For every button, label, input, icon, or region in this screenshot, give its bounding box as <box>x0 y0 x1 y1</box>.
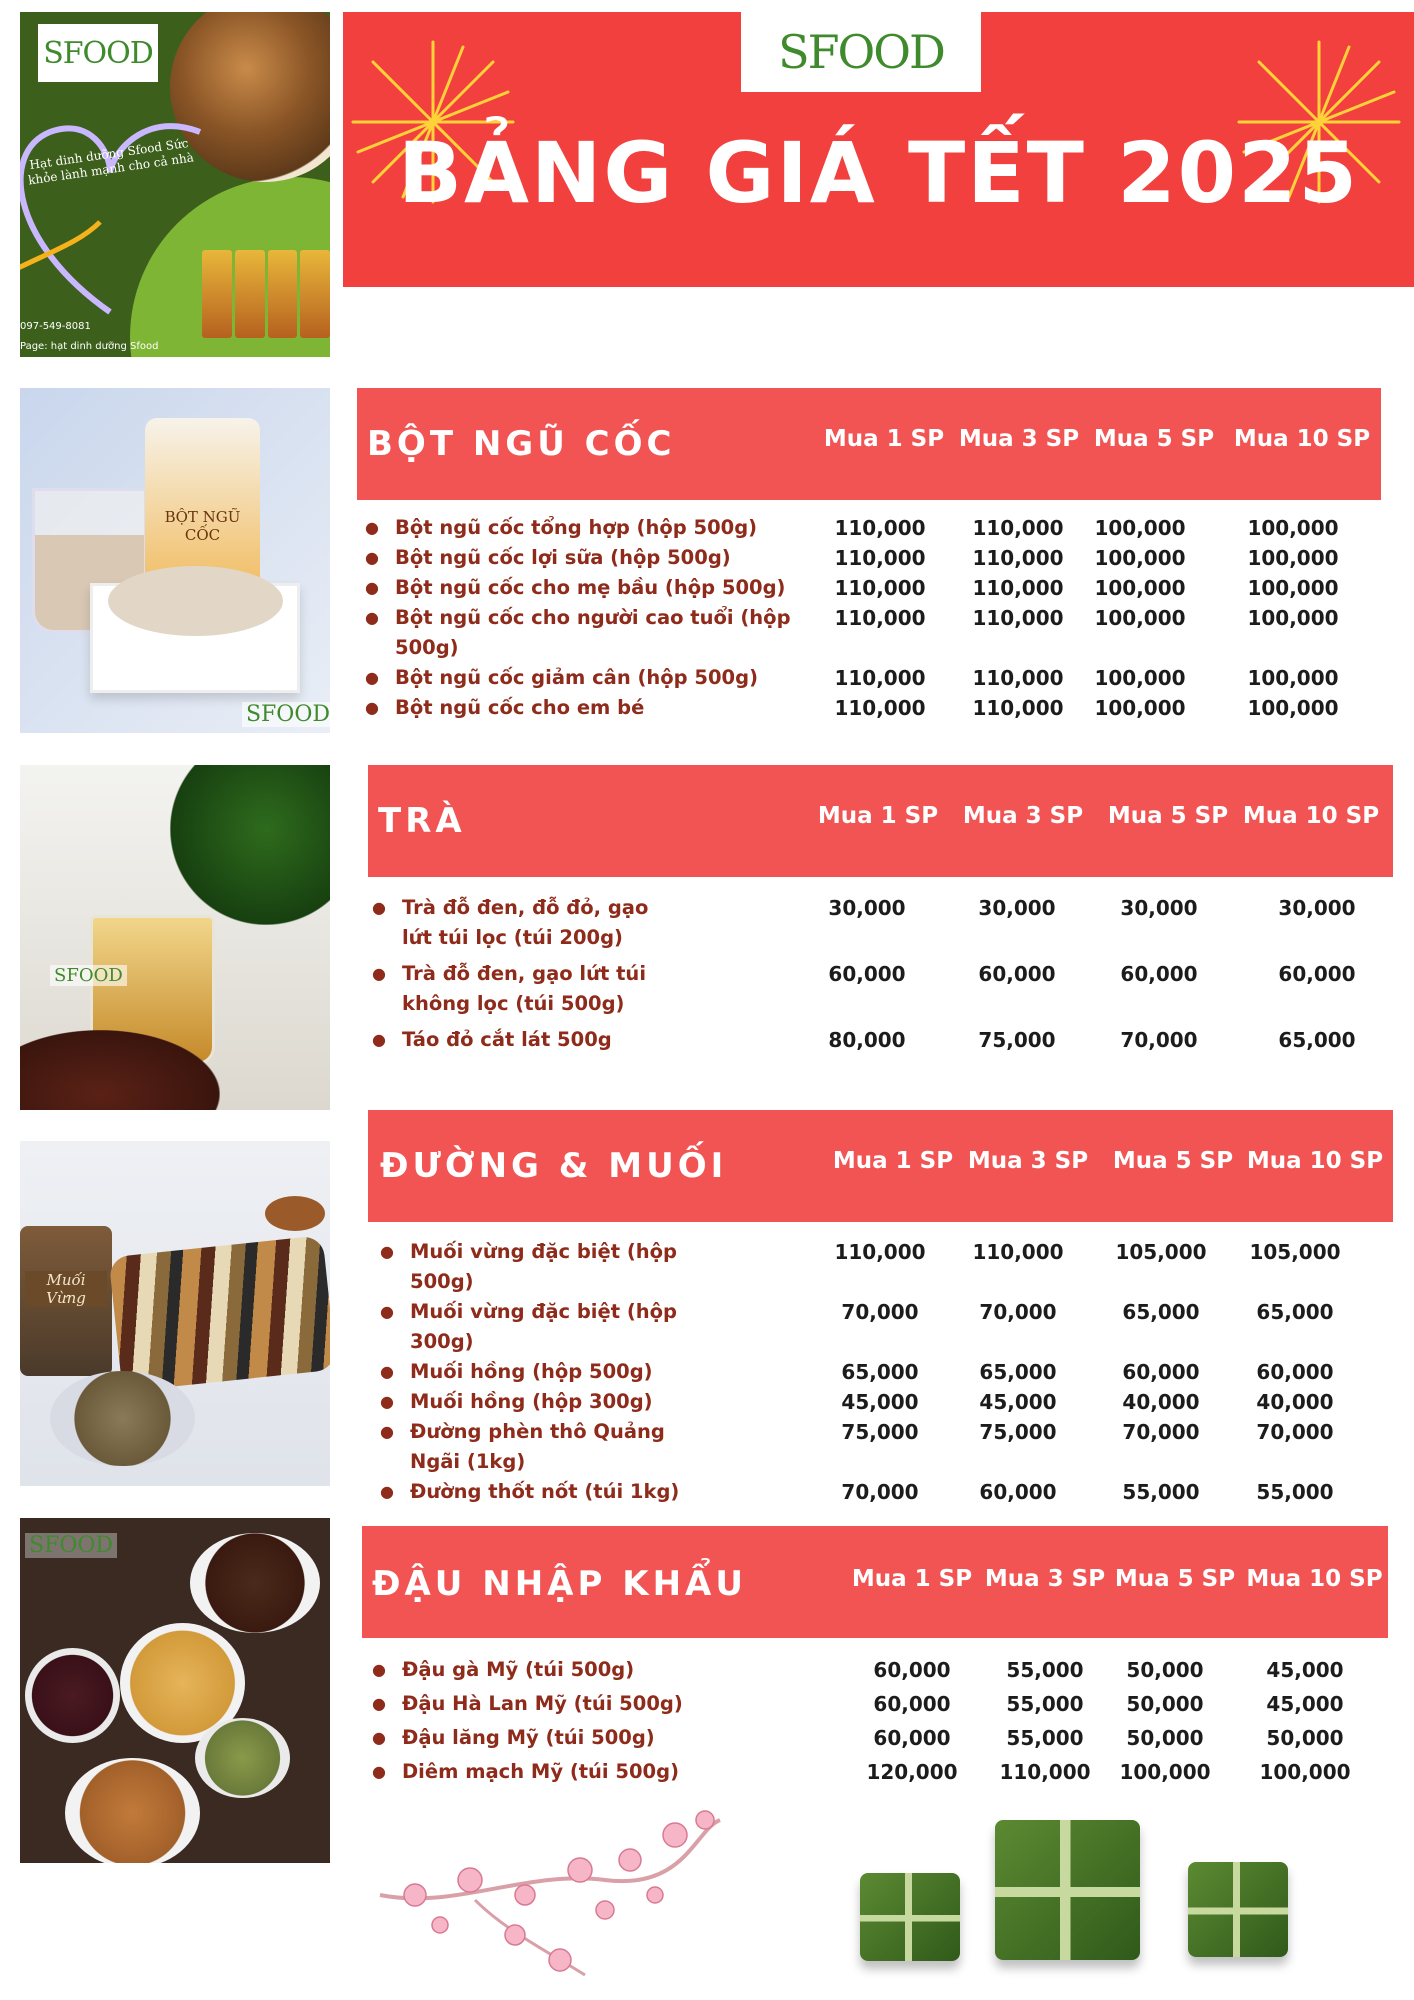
bullet-icon: ● <box>380 1422 394 1441</box>
list-item <box>380 1387 1410 1417</box>
list-item <box>365 663 1405 693</box>
heart-icon <box>20 92 230 322</box>
bullet-icon: ● <box>372 1762 386 1781</box>
item-price: 100,000 <box>1094 666 1186 690</box>
item-price: 60,000 <box>873 1658 951 1682</box>
item-list-duong-muoi <box>380 1237 1410 1507</box>
item-price: 100,000 <box>1094 606 1186 630</box>
item-price: 65,000 <box>1256 1300 1334 1324</box>
item-name: Diêm mạch Mỹ (túi 500g) <box>402 1760 679 1783</box>
item-price: 75,000 <box>979 1420 1057 1444</box>
item-list-bot-ngu-coc <box>365 513 1405 723</box>
promo-photo <box>20 12 330 357</box>
section-header-bot-ngu-coc <box>357 388 1381 500</box>
item-price: 70,000 <box>841 1480 919 1504</box>
col-mua-3: Mua 3 SP <box>958 426 1080 452</box>
item-price: 110,000 <box>999 1760 1091 1784</box>
item-price: 110,000 <box>972 576 1064 600</box>
item-name: Bột ngũ cốc lợi sữa (hộp 500g) <box>395 546 731 569</box>
item-price: 70,000 <box>841 1300 919 1324</box>
col-mua-5: Mua 5 SP <box>1093 426 1215 452</box>
item-price: 110,000 <box>834 576 926 600</box>
list-item <box>372 1655 1407 1685</box>
item-name: Bột ngũ cốc giảm cân (hộp 500g) <box>395 666 758 689</box>
bullet-icon: ● <box>372 1728 386 1747</box>
list-item <box>372 1723 1407 1753</box>
list-item <box>372 1689 1407 1719</box>
title-banner <box>343 12 1414 287</box>
item-name: Muối hồng (hộp 300g) <box>410 1390 653 1413</box>
item-price: 55,000 <box>1256 1480 1334 1504</box>
photo-watermark: SFOOD <box>25 1533 117 1558</box>
item-price: 50,000 <box>1266 1726 1344 1750</box>
item-price: 100,000 <box>1247 696 1339 720</box>
list-item <box>365 603 1405 663</box>
col-mua-5: Mua 5 SP <box>1107 803 1229 829</box>
list-item <box>380 1237 1410 1297</box>
item-price: 70,000 <box>1256 1420 1334 1444</box>
item-price: 100,000 <box>1247 546 1339 570</box>
promo-slogan: Hạt dinh dưỡng Sfood Sức khỏe lành mạnh cho cả nhà <box>27 135 195 188</box>
item-price: 60,000 <box>873 1726 951 1750</box>
col-mua-3: Mua 3 SP <box>984 1566 1106 1592</box>
item-price: 100,000 <box>1259 1760 1351 1784</box>
item-price: 65,000 <box>841 1360 919 1384</box>
item-price: 65,000 <box>979 1360 1057 1384</box>
item-price: 80,000 <box>828 1028 906 1052</box>
wooden-spoon-image <box>265 1196 325 1231</box>
item-price: 60,000 <box>1120 962 1198 986</box>
cherry-blossom-icon <box>375 1800 725 1990</box>
item-price: 110,000 <box>972 606 1064 630</box>
rice-pile-image <box>20 1030 220 1110</box>
item-price: 60,000 <box>979 1480 1057 1504</box>
item-price: 60,000 <box>873 1692 951 1716</box>
section-title: TRÀ <box>378 801 466 841</box>
item-price: 100,000 <box>1247 516 1339 540</box>
promo-page: Page: hạt dinh dưỡng Sfood <box>20 341 159 352</box>
banner-logo: SFOOD <box>741 12 981 92</box>
item-name: Trà đỗ đen, gạo lứt túi không lọc (túi 500g) <box>402 962 646 1015</box>
dates-bowl-image <box>25 1648 120 1743</box>
item-name: Muối vừng đặc biệt (hộp 500g) <box>410 1240 677 1293</box>
item-price: 100,000 <box>1094 546 1186 570</box>
col-mua-5: Mua 5 SP <box>1112 1148 1234 1174</box>
col-mua-10: Mua 10 SP <box>1246 1148 1384 1174</box>
item-price: 105,000 <box>1249 1240 1341 1264</box>
list-item <box>372 1757 1407 1787</box>
banh-chung-image <box>995 1820 1140 1960</box>
item-price: 100,000 <box>1119 1760 1211 1784</box>
item-price: 65,000 <box>1278 1028 1356 1052</box>
banh-chung-image <box>860 1873 960 1961</box>
item-price: 50,000 <box>1126 1692 1204 1716</box>
item-price: 45,000 <box>841 1390 919 1414</box>
photo-watermark: SFOOD <box>242 702 330 727</box>
item-name: Bột ngũ cốc cho em bé <box>395 696 645 719</box>
powder-bowl-image <box>90 583 300 693</box>
item-name: Bột ngũ cốc cho người cao tuổi (hộp 500g) <box>395 606 791 659</box>
photo-watermark: SFOOD <box>50 965 127 986</box>
item-price: 100,000 <box>1247 666 1339 690</box>
bullet-icon: ● <box>380 1362 394 1381</box>
item-name: Đậu Hà Lan Mỹ (túi 500g) <box>402 1692 683 1715</box>
item-price: 75,000 <box>978 1028 1056 1052</box>
item-price: 60,000 <box>828 962 906 986</box>
item-price: 100,000 <box>1094 576 1186 600</box>
item-price: 55,000 <box>1122 1480 1200 1504</box>
item-price: 100,000 <box>1094 696 1186 720</box>
col-mua-10: Mua 10 SP <box>1242 803 1380 829</box>
seeds-tray-image <box>109 1235 330 1392</box>
item-price: 120,000 <box>866 1760 958 1784</box>
item-price: 45,000 <box>1266 1692 1344 1716</box>
col-mua-3: Mua 3 SP <box>962 803 1084 829</box>
bullet-icon: ● <box>372 1660 386 1679</box>
bullet-icon: ● <box>365 518 379 537</box>
almond-bowl-image <box>65 1758 200 1863</box>
col-mua-1: Mua 1 SP <box>851 1566 973 1592</box>
list-item <box>380 1357 1410 1387</box>
item-price: 60,000 <box>1122 1360 1200 1384</box>
bullet-icon: ● <box>365 608 379 627</box>
list-item <box>380 1477 1410 1507</box>
banh-chung-image <box>1188 1862 1288 1957</box>
section-title: ĐƯỜNG & MUỐI <box>380 1146 728 1186</box>
section-title: ĐẬU NHẬP KHẨU <box>372 1564 747 1604</box>
item-price: 55,000 <box>1006 1692 1084 1716</box>
list-item <box>372 1025 1412 1055</box>
item-name: Muối vừng đặc biệt (hộp 300g) <box>410 1300 677 1353</box>
plant-image <box>170 765 330 925</box>
list-item <box>365 573 1405 603</box>
page-title: BẢNG GIÁ TẾT 2025 <box>398 124 1359 222</box>
bullet-icon: ● <box>380 1302 394 1321</box>
product-jars-image <box>202 250 330 338</box>
bullet-icon: ● <box>372 964 386 983</box>
item-price: 30,000 <box>1120 896 1198 920</box>
salt-jar-image <box>20 1226 112 1376</box>
item-name: Muối hồng (hộp 500g) <box>410 1360 653 1383</box>
item-price: 100,000 <box>1094 516 1186 540</box>
item-name: Đậu lăng Mỹ (túi 500g) <box>402 1726 655 1749</box>
bullet-icon: ● <box>372 898 386 917</box>
item-price: 75,000 <box>841 1420 919 1444</box>
item-price: 55,000 <box>1006 1726 1084 1750</box>
sesame-bowl-image <box>50 1371 195 1466</box>
jar-label: BỘT NGŨ CỐC <box>164 508 241 544</box>
item-name: Bột ngũ cốc tổng hợp (hộp 500g) <box>395 516 758 539</box>
item-price: 70,000 <box>1122 1420 1200 1444</box>
col-mua-1: Mua 1 SP <box>832 1148 954 1174</box>
bullet-icon: ● <box>365 698 379 717</box>
item-price: 110,000 <box>972 546 1064 570</box>
bullet-icon: ● <box>372 1694 386 1713</box>
item-name: Táo đỏ cắt lát 500g <box>402 1028 612 1051</box>
section-title: BỘT NGŨ CỐC <box>367 424 676 464</box>
item-price: 110,000 <box>972 1240 1064 1264</box>
jar-label: Muối Vừng <box>25 1271 107 1307</box>
item-price: 50,000 <box>1126 1726 1204 1750</box>
bullet-icon: ● <box>365 578 379 597</box>
item-name: Đường phèn thô Quảng Ngãi (1kg) <box>410 1420 665 1473</box>
list-item <box>380 1417 1410 1477</box>
item-price: 110,000 <box>834 606 926 630</box>
item-price: 110,000 <box>834 516 926 540</box>
section-header-tra <box>368 765 1393 877</box>
col-mua-1: Mua 1 SP <box>823 426 945 452</box>
promo-phone: 097-549-8081 <box>20 321 91 332</box>
col-mua-3: Mua 3 SP <box>967 1148 1089 1174</box>
item-price: 60,000 <box>978 962 1056 986</box>
bot-ngu-coc-photo <box>20 388 330 733</box>
list-item <box>372 959 1412 1019</box>
item-price: 110,000 <box>972 666 1064 690</box>
tra-photo <box>20 765 330 1110</box>
col-mua-10: Mua 10 SP <box>1233 426 1371 452</box>
item-price: 110,000 <box>972 696 1064 720</box>
item-price: 40,000 <box>1256 1390 1334 1414</box>
col-mua-5: Mua 5 SP <box>1114 1566 1236 1592</box>
list-item <box>380 1297 1410 1357</box>
item-price: 45,000 <box>979 1390 1057 1414</box>
list-item <box>372 893 1412 953</box>
col-mua-10: Mua 10 SP <box>1246 1566 1383 1592</box>
bullet-icon: ● <box>372 1030 386 1049</box>
item-price: 30,000 <box>1278 896 1356 920</box>
item-list-tra <box>372 893 1412 1055</box>
item-price: 110,000 <box>834 696 926 720</box>
item-price: 65,000 <box>1122 1300 1200 1324</box>
section-header-duong-muoi <box>368 1110 1393 1222</box>
item-price: 55,000 <box>1006 1658 1084 1682</box>
dau-nhap-khau-photo <box>20 1518 330 1863</box>
section-header-dau-nhap-khau <box>362 1526 1388 1638</box>
item-price: 100,000 <box>1247 606 1339 630</box>
item-price: 50,000 <box>1126 1658 1204 1682</box>
item-price: 40,000 <box>1122 1390 1200 1414</box>
col-mua-1: Mua 1 SP <box>817 803 939 829</box>
item-name: Đường thốt nốt (túi 1kg) <box>410 1480 680 1503</box>
item-price: 100,000 <box>1247 576 1339 600</box>
item-price: 45,000 <box>1266 1658 1344 1682</box>
duong-muoi-photo <box>20 1141 330 1486</box>
item-list-dau-nhap-khau <box>372 1655 1407 1787</box>
chocolate-bowl-image <box>190 1533 320 1633</box>
item-price: 60,000 <box>1256 1360 1334 1384</box>
list-item <box>365 693 1405 723</box>
bullet-icon: ● <box>365 668 379 687</box>
item-price: 110,000 <box>834 1240 926 1264</box>
item-price: 30,000 <box>828 896 906 920</box>
item-price: 110,000 <box>972 516 1064 540</box>
item-price: 70,000 <box>1120 1028 1198 1052</box>
bullet-icon: ● <box>365 548 379 567</box>
item-price: 110,000 <box>834 546 926 570</box>
item-price: 105,000 <box>1115 1240 1207 1264</box>
bullet-icon: ● <box>380 1482 394 1501</box>
bullet-icon: ● <box>380 1242 394 1261</box>
item-price: 60,000 <box>1278 962 1356 986</box>
promo-logo: SFOOD <box>38 24 158 82</box>
item-name: Đậu gà Mỹ (túi 500g) <box>402 1658 635 1681</box>
list-item <box>365 543 1405 573</box>
item-price: 70,000 <box>979 1300 1057 1324</box>
item-price: 110,000 <box>834 666 926 690</box>
seeds-bowl-image <box>195 1718 290 1798</box>
item-name: Bột ngũ cốc cho mẹ bầu (hộp 500g) <box>395 576 786 599</box>
bullet-icon: ● <box>380 1392 394 1411</box>
item-price: 30,000 <box>978 896 1056 920</box>
promo-contact <box>20 317 158 357</box>
list-item <box>365 513 1405 543</box>
item-name: Trà đỗ đen, đỗ đỏ, gạo lứt túi lọc (túi 200g) <box>402 896 649 949</box>
